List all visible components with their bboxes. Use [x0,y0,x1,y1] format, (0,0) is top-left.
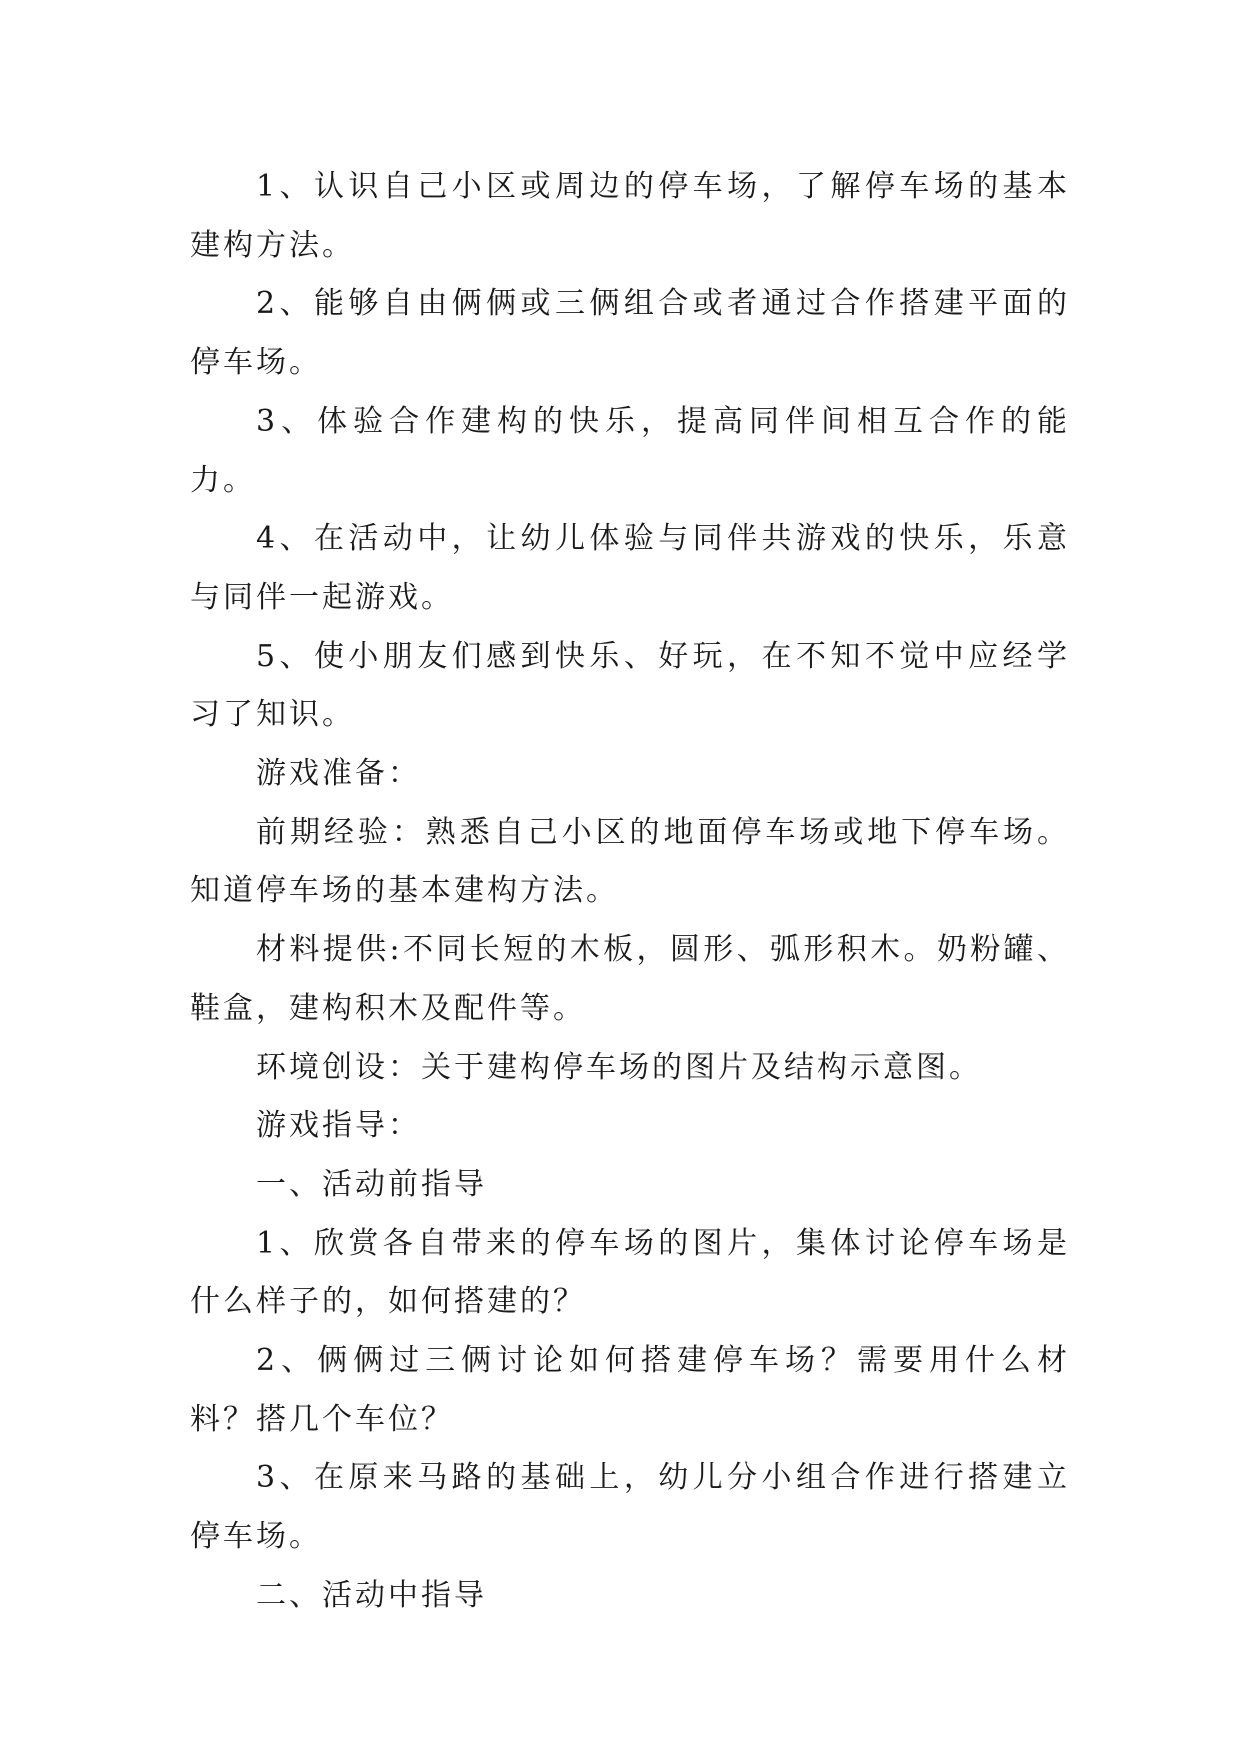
goal-5-paragraph: 5、使小朋友们感到快乐、好玩，在不知不觉中应经学习了知识。 [190,638,1070,733]
pre-activity-step-1: 1、欣赏各自带来的停车场的图片，集体讨论停车场是什么样子的，如何搭建的？ [190,1225,1070,1320]
goal-4-paragraph: 4、在活动中，让幼儿体验与同伴共游戏的快乐，乐意与同伴一起游戏。 [190,521,1070,615]
goal-3-paragraph: 3、体验合作建构的快乐，提高同伴间相互合作的能力。 [190,403,1070,498]
environment-paragraph: 环境创设：关于建构停车场的图片及结构示意图。 [256,1049,982,1085]
pre-activity-step-3: 3、在原来马路的基础上，幼儿分小组合作进行搭建立停车场。 [190,1460,1070,1555]
prior-experience-paragraph: 前期经验：熟悉自己小区的地面停车场或地下停车场。知道停车场的基本建构方法。 [190,814,1070,909]
goal-2-paragraph: 2、能够自由俩俩或三俩组合或者通过合作搭建平面的停车场。 [190,286,1070,381]
in-activity-heading: 二、活动中指导 [256,1577,487,1613]
materials-paragraph: 材料提供:不同长短的木板，圆形、弧形积木。奶粉罐、鞋盒，建构积木及配件等。 [190,932,1070,1026]
pre-activity-heading: 一、活动前指导 [256,1166,487,1202]
preparation-heading: 游戏准备： [256,756,421,792]
document-body [190,158,1070,1626]
pre-activity-step-2: 2、俩俩过三俩讨论如何搭建停车场？需要用什么材料？搭几个车位？ [190,1343,1070,1437]
goal-1-paragraph: 1、认识自己小区或周边的停车场，了解停车场的基本建构方法。 [190,169,1070,263]
guidance-heading: 游戏指导： [256,1108,421,1144]
